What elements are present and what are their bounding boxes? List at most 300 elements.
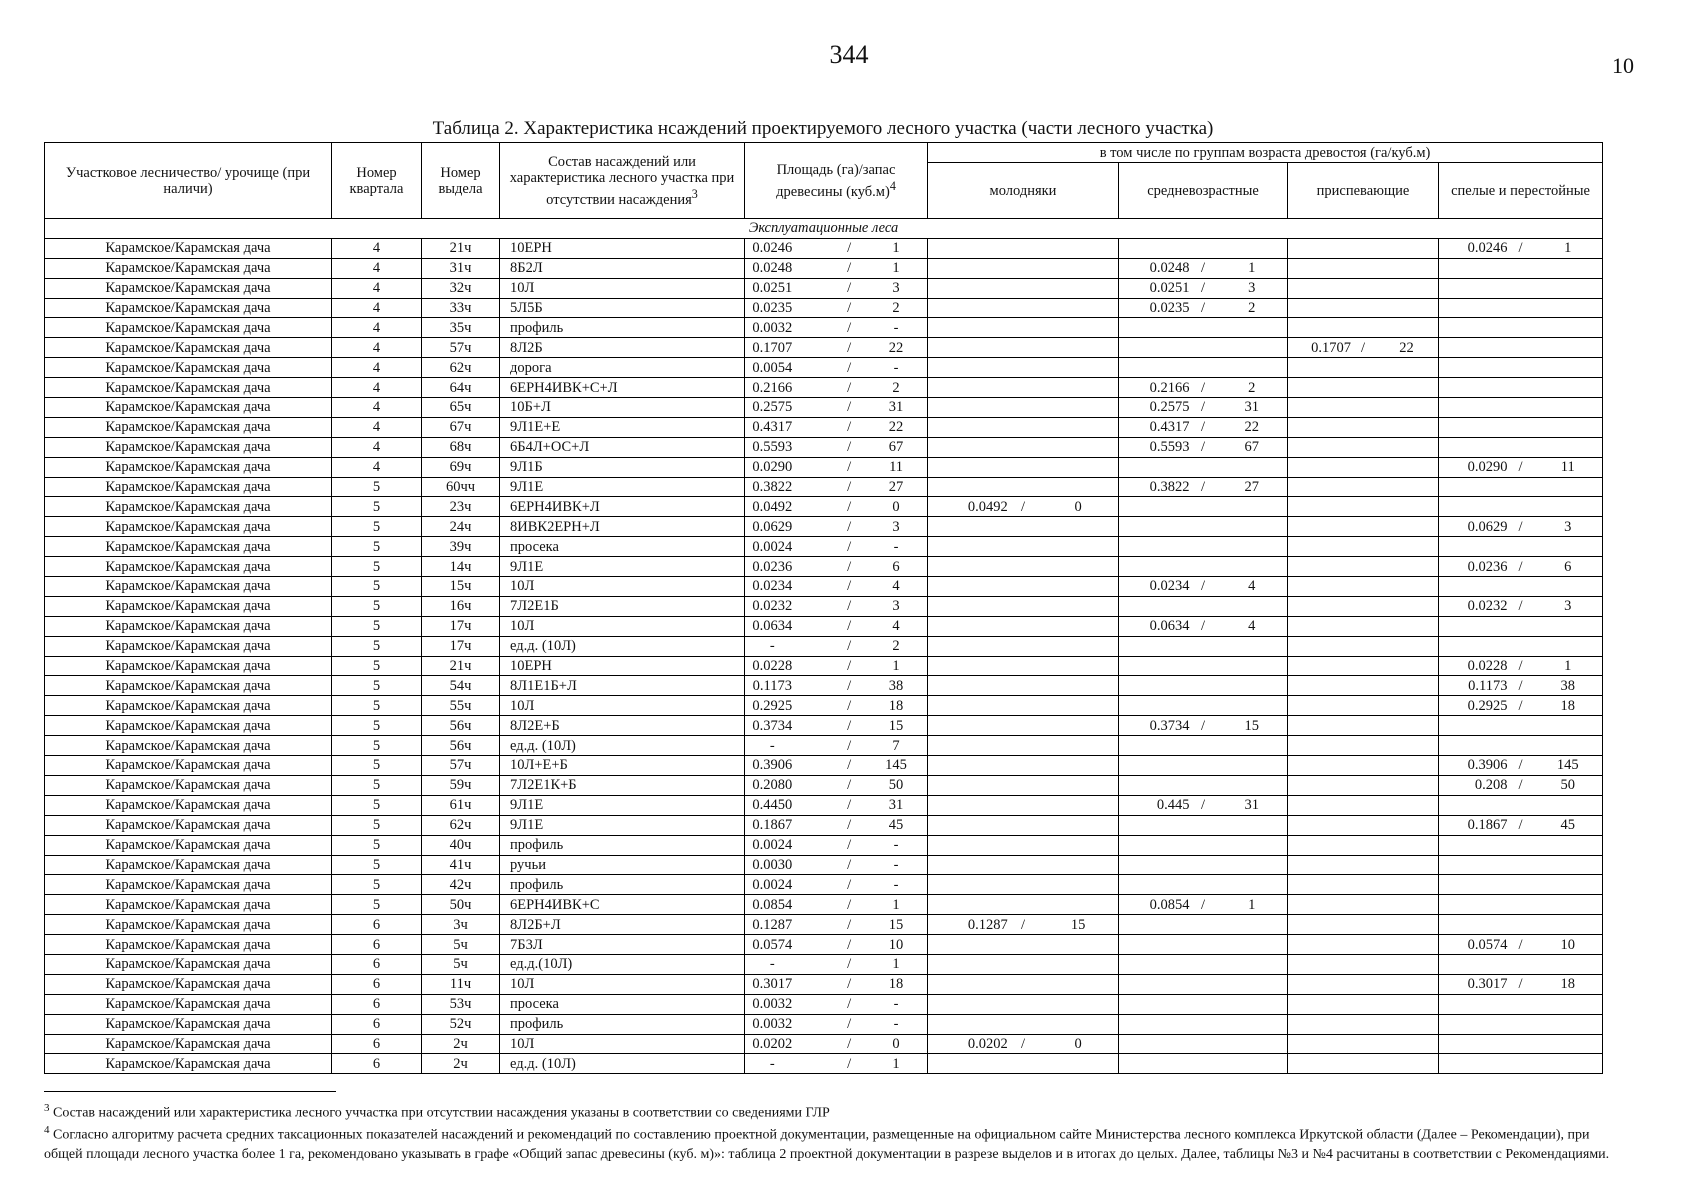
table-row [45,775,1603,795]
cell-forestry: Карамское/Карамская дача [45,875,332,895]
table-row [45,457,1603,477]
cell-young [928,835,1119,855]
value-separator: / [1518,697,1523,714]
cell-composition: 10Л [500,696,745,716]
cell-quarter: 4 [332,338,422,358]
area-ha: - [769,737,775,754]
volume-m3: 1 [1248,260,1256,277]
cell-young [928,238,1119,258]
footnote-divider [44,1091,336,1092]
cell-composition: 8Л2Б+Л [500,915,745,935]
cell-quarter: 5 [332,875,422,895]
cell-middle-value [1119,418,1287,436]
cell-area [745,517,928,537]
cell-mature-value [1439,936,1602,954]
area-ha: 0.0024 [752,876,793,893]
cell-quarter: 4 [332,457,422,477]
cell-area-value [745,995,927,1013]
volume-m3: 3 [892,518,900,535]
cell-plot: 21ч [422,238,500,258]
table-row [45,378,1603,398]
cell-quarter: 5 [332,835,422,855]
cell-middle [1119,457,1288,477]
area-ha: 0.3906 [752,757,793,774]
cell-area-value [745,955,927,973]
cell-area-value [745,637,927,655]
cell-premature [1288,616,1439,636]
cell-quarter: 5 [332,656,422,676]
cell-mature [1439,417,1603,437]
value-separator: / [847,837,852,854]
cell-middle [1119,517,1288,537]
area-ha: 0.0574 [752,936,793,953]
area-ha: 0.0246 [1467,240,1508,257]
value-separator: / [1518,976,1523,993]
table-row [45,895,1603,915]
cell-plot: 41ч [422,855,500,875]
cell-composition: ед.д. (10Л) [500,1054,745,1074]
cell-forestry: Карамское/Карамская дача [45,994,332,1014]
cell-forestry: Карамское/Карамская дача [45,497,332,517]
group-label: Эксплуатационные леса [45,219,1603,239]
area-ha: 0.0251 [752,280,793,297]
cell-premature [1288,656,1439,676]
cell-middle [1119,477,1288,497]
cell-composition: 8Б2Л [500,258,745,278]
cell-forestry: Карамское/Карамская дача [45,537,332,557]
volume-m3: 11 [1560,459,1575,476]
cell-mature-value [1439,776,1602,794]
cell-middle-value [1119,796,1287,814]
volume-m3: 145 [885,757,907,774]
value-separator: / [1200,280,1205,297]
cell-plot: 17ч [422,636,500,656]
cell-composition: 9Л1Б [500,457,745,477]
cell-mature [1439,915,1603,935]
cell-young [928,1014,1119,1034]
cell-mature [1439,815,1603,835]
cell-forestry: Карамское/Карамская дача [45,338,332,358]
volume-m3: 2 [892,638,900,655]
cell-young [928,318,1119,338]
cell-composition: 9Л1Е+Е [500,417,745,437]
cell-plot: 69ч [422,457,500,477]
cell-middle [1119,338,1288,358]
cell-mature [1439,954,1603,974]
table-row [45,1034,1603,1054]
cell-composition: профиль [500,1014,745,1034]
cell-mature [1439,736,1603,756]
table-row [45,954,1603,974]
cell-area-value [745,1015,927,1033]
cell-quarter: 4 [332,298,422,318]
cell-premature [1288,398,1439,418]
cell-quarter: 6 [332,915,422,935]
cell-quarter: 6 [332,1014,422,1034]
cell-middle [1119,696,1288,716]
value-separator: / [847,618,852,635]
cell-quarter: 4 [332,417,422,437]
volume-m3: 50 [888,777,904,794]
cell-area [745,298,928,318]
volume-m3: 18 [888,976,904,993]
volume-m3: 15 [888,916,904,933]
cell-quarter: 5 [332,676,422,696]
cell-composition: 6Б4Л+ОС+Л [500,437,745,457]
cell-young [928,258,1119,278]
cell-area [745,338,928,358]
cell-premature-value [1288,339,1438,357]
cell-young [928,437,1119,457]
volume-m3: 10 [1560,936,1576,953]
value-separator: / [847,319,852,336]
cell-middle [1119,1014,1288,1034]
cell-area [745,696,928,716]
volume-m3: 1 [892,260,900,277]
cell-forestry: Карамское/Карамская дача [45,517,332,537]
value-separator: / [1200,439,1205,456]
cell-premature [1288,557,1439,577]
cell-forestry: Карамское/Карамская дача [45,676,332,696]
value-separator: / [847,459,852,476]
cell-forestry: Карамское/Карамская дача [45,656,332,676]
cell-young [928,358,1119,378]
cell-forestry: Карамское/Карамская дача [45,378,332,398]
table-row [45,716,1603,736]
cell-plot: 62ч [422,358,500,378]
cell-premature [1288,855,1439,875]
footnote-4-number: 4 [44,1124,50,1136]
volume-m3: 18 [1560,976,1576,993]
volume-m3: 31 [1244,797,1259,814]
cell-area-value [745,279,927,297]
cell-mature [1439,656,1603,676]
value-separator: / [847,578,852,595]
cell-premature [1288,258,1439,278]
value-separator: / [847,598,852,615]
table-row [45,736,1603,756]
cell-middle [1119,318,1288,338]
cell-young [928,517,1119,537]
cell-premature [1288,736,1439,756]
cell-quarter: 4 [332,437,422,457]
area-ha: 0.1173 [752,677,792,694]
cell-composition: 9Л1Е [500,795,745,815]
cell-forestry: Карамское/Карамская дача [45,398,332,418]
cell-middle [1119,616,1288,636]
cell-area-value [745,896,927,914]
area-ha: 0.208 [1474,777,1508,794]
cell-composition: 8Л2Е+Б [500,716,745,736]
cell-middle [1119,756,1288,776]
table-row [45,537,1603,557]
cell-area-value [745,538,927,556]
cell-forestry: Карамское/Карамская дача [45,278,332,298]
area-ha: 0.4317 [752,419,793,436]
value-separator: / [847,498,852,515]
volume-m3: 2 [1248,300,1256,316]
cell-quarter: 5 [332,895,422,915]
cell-forestry: Карамское/Карамская дача [45,596,332,616]
area-ha: 0.0492 [967,498,1008,515]
cell-area-value [745,796,927,814]
value-separator: / [847,1016,852,1033]
table-row [45,557,1603,577]
cell-plot: 39ч [422,537,500,557]
table-row [45,417,1603,437]
area-ha: 0.0235 [752,300,793,316]
cell-mature [1439,636,1603,656]
cell-middle [1119,656,1288,676]
volume-m3: 1 [892,240,900,257]
cell-quarter: 5 [332,815,422,835]
cell-area-value [745,319,927,337]
cell-quarter: 4 [332,398,422,418]
area-ha: 0.3017 [1467,976,1508,993]
cell-middle [1119,378,1288,398]
cell-young [928,616,1119,636]
cell-young-value [928,916,1118,934]
cell-premature [1288,577,1439,597]
cell-composition: просека [500,994,745,1014]
cell-quarter: 5 [332,736,422,756]
cell-young [928,278,1119,298]
cell-quarter: 5 [332,557,422,577]
table-row [45,258,1603,278]
cell-area [745,736,928,756]
area-ha: - [769,956,775,973]
value-separator: / [1360,339,1366,356]
cell-young [928,477,1119,497]
cell-composition: 10Б+Л [500,398,745,418]
cell-young-value [928,1035,1118,1053]
header-young: молодняки [928,163,1119,219]
cell-plot: 57ч [422,756,500,776]
value-separator: / [847,518,852,535]
cell-area [745,238,928,258]
value-separator: / [847,817,852,834]
cell-middle [1119,398,1288,418]
table-row [45,1054,1603,1074]
cell-quarter: 4 [332,278,422,298]
value-separator: / [1518,459,1523,476]
cell-forestry: Карамское/Карамская дача [45,318,332,338]
cell-area [745,457,928,477]
cell-young [928,935,1119,955]
area-ha: 0.0032 [752,319,793,336]
cell-composition: 10Л [500,278,745,298]
cell-plot: 17ч [422,616,500,636]
cell-area-value [745,418,927,436]
cell-plot: 40ч [422,835,500,855]
cell-mature [1439,616,1603,636]
table-row [45,298,1603,318]
cell-mature-value [1439,597,1602,615]
volume-m3: 1 [892,896,900,913]
cell-mature [1439,338,1603,358]
cell-forestry: Карамское/Карамская дача [45,477,332,497]
area-ha: 0.1707 [1311,339,1351,356]
volume-m3: 15 [888,717,904,734]
area-ha: 0.0202 [967,1035,1008,1052]
value-separator: / [847,240,852,257]
volume-m3: 0 [892,498,900,515]
area-ha: 0.0032 [752,996,793,1013]
value-separator: / [1200,479,1205,496]
cell-mature [1439,895,1603,915]
cell-quarter: 5 [332,775,422,795]
area-ha: 0.0032 [752,1016,793,1033]
cell-premature [1288,1034,1439,1054]
cell-forestry: Карамское/Карамская дача [45,258,332,278]
cell-area-value [745,478,927,496]
cell-premature [1288,417,1439,437]
cell-premature [1288,497,1439,517]
cell-area [745,1054,928,1074]
footnote-4-text: Согласно алгоритму расчета средних таксационных показателей насаждений и рекомендаций по составлению проектной документации, размещенные на официальном сайте Министерства лесного комплекса Иркутской области (Далее – Рекомендации), при общей площади лесного участка более 1 га, рекомендовано указывать в графе «Общий запас древесины (куб. м)»: таблица 2 проектной документации в разрезе выделов и в итогах до целых. Далее, таблицы №3 и №4 расчитаны в соответствии с Рекомендациями. [44,1127,1610,1162]
value-separator: / [847,658,852,675]
cell-area-value [745,737,927,755]
cell-middle [1119,895,1288,915]
volume-m3: 2 [892,300,900,316]
cell-forestry: Карамское/Карамская дача [45,1054,332,1074]
cell-middle [1119,497,1288,517]
cell-young [928,497,1119,517]
cell-area [745,636,928,656]
volume-m3: 2 [1248,379,1256,396]
table-row [45,696,1603,716]
cell-plot: 16ч [422,596,500,616]
cell-middle [1119,994,1288,1014]
value-separator: / [847,479,852,496]
cell-plot: 67ч [422,417,500,437]
cell-quarter: 4 [332,258,422,278]
cell-composition: ед.д. (10Л) [500,636,745,656]
cell-middle [1119,537,1288,557]
cell-middle-value [1119,617,1287,635]
cell-young [928,696,1119,716]
volume-m3: 2 [892,379,900,396]
volume-m3: 1 [892,956,900,973]
area-ha: 0.4317 [1149,419,1190,436]
cell-premature [1288,954,1439,974]
cell-young [928,1054,1119,1074]
cell-composition: 10Л [500,616,745,636]
cell-young [928,875,1119,895]
cell-mature [1439,835,1603,855]
cell-mature-value [1439,239,1602,257]
volume-m3: 4 [1248,618,1256,635]
cell-area-value [745,697,927,715]
cell-middle [1119,636,1288,656]
volume-m3: 1 [892,658,900,675]
cell-mature [1439,537,1603,557]
cell-premature [1288,636,1439,656]
footnote-ref-3: 3 [691,186,698,201]
cell-mature [1439,577,1603,597]
cell-area [745,437,928,457]
value-separator: / [847,419,852,436]
cell-forestry: Карамское/Карамская дача [45,238,332,258]
cell-area-value [745,836,927,854]
cell-plot: 61ч [422,795,500,815]
cell-plot: 60чч [422,477,500,497]
cell-forestry: Карамское/Карамская дача [45,756,332,776]
value-separator: / [847,558,852,575]
value-separator: / [1020,498,1025,515]
cell-young [928,716,1119,736]
cell-mature [1439,935,1603,955]
cell-composition: профиль [500,318,745,338]
cell-middle-value [1119,478,1287,496]
cell-middle-value [1119,398,1287,416]
cell-plot: 2ч [422,1054,500,1074]
cell-area-value [745,339,927,357]
volume-m3: 4 [1248,578,1256,595]
cell-middle [1119,417,1288,437]
value-separator: / [1518,936,1523,953]
cell-middle [1119,258,1288,278]
area-ha: 0.2925 [1467,697,1508,714]
cell-young [928,974,1119,994]
cell-premature [1288,437,1439,457]
cell-forestry: Карамское/Карамская дача [45,577,332,597]
cell-mature [1439,238,1603,258]
cell-area [745,716,928,736]
cell-mature [1439,696,1603,716]
table-row [45,974,1603,994]
cell-middle [1119,238,1288,258]
volume-m3: 67 [1244,439,1259,456]
volume-m3: - [893,876,899,893]
cell-mature [1439,716,1603,736]
cell-forestry: Карамское/Карамская дача [45,417,332,437]
table-row [45,656,1603,676]
value-separator: / [1200,797,1205,814]
value-separator: / [847,1055,852,1072]
volume-m3: - [893,1016,899,1033]
table-row [45,915,1603,935]
volume-m3: 22 [1399,339,1414,356]
volume-m3: 22 [888,339,904,356]
cell-plot: 65ч [422,398,500,418]
volume-m3: - [893,856,899,873]
cell-forestry: Карамское/Карамская дача [45,1034,332,1054]
cell-composition: 10Л+Е+Б [500,756,745,776]
page-number: 344 [829,40,869,69]
cell-premature [1288,915,1439,935]
area-ha: 0.0854 [1149,896,1190,913]
volume-m3: 31 [888,797,904,814]
area-ha: 0.0236 [1467,558,1508,575]
cell-quarter: 5 [332,855,422,875]
cell-mature [1439,497,1603,517]
cell-premature [1288,318,1439,338]
value-separator: / [847,359,852,376]
value-separator: / [1200,618,1205,635]
area-ha: 0.4450 [752,797,793,814]
value-separator: / [847,896,852,913]
cell-composition: 7Л2Е1Б [500,596,745,616]
cell-composition: 10Л [500,974,745,994]
cell-area [745,616,928,636]
area-ha: 0.3017 [752,976,793,993]
cell-young-value [928,498,1118,516]
volume-m3: 3 [1564,518,1572,535]
cell-mature [1439,1034,1603,1054]
cell-plot: 31ч [422,258,500,278]
cell-middle-value [1119,259,1287,277]
